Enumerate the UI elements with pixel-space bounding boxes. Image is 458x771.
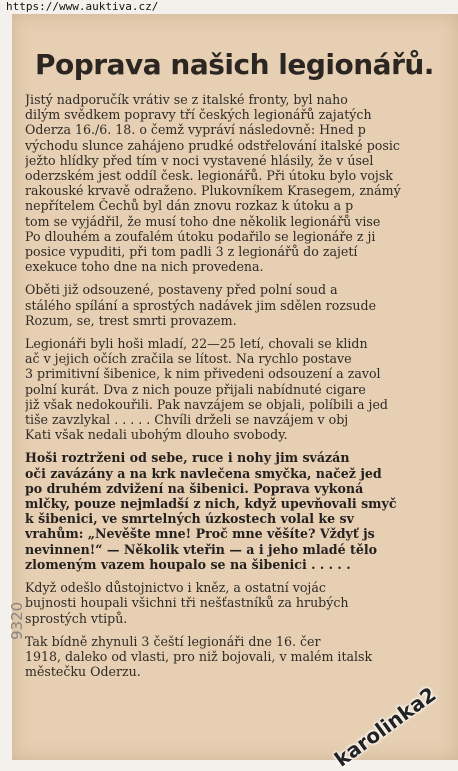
paragraph [25,580,458,626]
text-line: stálého spílání a sprostých nadávek jim sdělen rozsude [25,297,377,313]
text-line: oči zavázány a na krk navlečena smyčka, načež jed [25,465,382,481]
text-line: Hoši roztrženi od sebe, ruce i nohy jim svázán [25,450,350,466]
text-line: již však nedokouřili. Pak navzájem se objali, políbili a jed [25,396,388,412]
document-body [25,92,458,687]
text-line: Oderza 16./6. 18. o čemž vypráví následovně: Hned p [25,122,366,138]
text-line: 3 primitivní šibenice, k nim přivedeni odsouzení a zavol [25,366,381,382]
text-line: Kati však nedali ubohým dlouho svobody. [25,427,288,443]
text-line: oderzském jest oddíl česk. legionářů. Při útoku bylo vojsk [25,168,393,184]
text-line: východu slunce zahájeno prudké odstřelování italské posic [25,137,400,153]
text-line: po druhém zdvižení na šibenici. Poprava vykoná [25,480,364,496]
text-line: Rozum, se, trest smrti provazem. [25,312,237,328]
text-line: sprostých vtipů. [25,610,128,626]
seller-watermark: karolinka2 [330,682,441,771]
text-line: Oběti již odsouzené, postaveny před polní soud a [25,282,338,298]
text-line: posice vypuditi, při tom padli 3 z legionářů do zajetí [25,244,358,260]
text-line: rakouské krvavě odraženo. Plukovníkem Krasegem, známý [25,183,401,199]
text-line: Legionáři byli hoši mladí, 22—25 letí, chovali se klidn [25,336,368,352]
text-line: dilým svědkem popravy tří českých legionářů zajatých [25,107,372,123]
paragraph [25,336,458,442]
text-line: 1918, daleko od vlasti, pro niž bojovali, v malém italsk [25,648,373,664]
text-line: ježto hlídky před tím v noci vystavené hlásily, že v úsel [25,152,374,168]
text-line: exekuce toho dne na nich provedena. [25,259,264,275]
text-line: k šibenici, ve smrtelných úzkostech volal ke sv [25,511,354,527]
text-line: ač v jejich očích zračila se lítost. Na rychlo postave [25,351,352,367]
text-line: tom se vyjádřil, že musí toho dne několik legionářů vise [25,213,381,229]
text-line: mlčky, pouze nejmladší z nich, když upevňovali smyč [25,496,397,512]
text-line: vrahům: „Nevěšte mne! Proč mne věšíte? Vždyť js [25,526,375,542]
paragraph [25,634,458,680]
text-line: tiše zavzlykal . . . . . Chvíli drželi se navzájem v obj [25,412,349,428]
paragraph [25,92,458,274]
paragraph [25,282,458,328]
source-url: https://www.auktiva.cz/ [6,0,159,13]
handwritten-note: 9320 [8,601,26,640]
text-line: Když odešlo důstojnictvo i kněz, a ostatní vojác [25,580,326,596]
text-line: zlomeným vazem houpalo se na šibenici . . . . . [25,556,351,572]
text-line: polní kurát. Dva z nich pouze přijali nabídnuté cigare [25,381,366,397]
text-line: bujnosti houpali všichni tři nešťastníků za hrubých [25,595,349,611]
text-line: městečku Oderzu. [25,664,141,680]
text-line: Po dlouhém a zoufalém útoku podařilo se legionáře z ji [25,228,376,244]
text-line: nepřítelem Čechů byl dán znovu rozkaz k útoku a p [25,198,354,214]
document-title: Poprava našich legionářů. [35,48,434,81]
text-line: Jistý nadporučík vrátiv se z italské fronty, byl naho [25,92,348,107]
paragraph [25,450,458,572]
text-line: Tak bídně zhynuli 3 čeští legionáři dne 16. čer [25,633,321,649]
text-line: nevinnen!“ — Několik vteřin — a i jeho mladé tělo [25,541,378,557]
